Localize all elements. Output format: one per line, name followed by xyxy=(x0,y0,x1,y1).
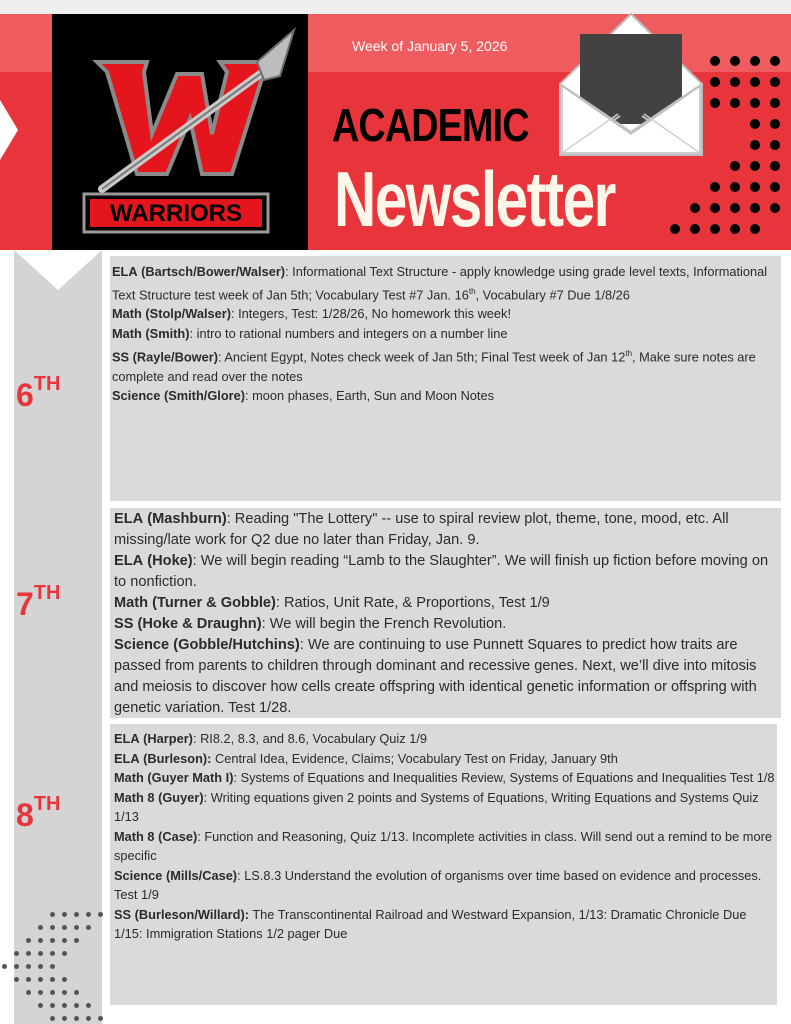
decorative-dot xyxy=(2,964,7,969)
decorative-dot xyxy=(62,912,67,917)
decorative-dot xyxy=(62,951,67,956)
decorative-dot xyxy=(38,1003,43,1008)
decorative-dot xyxy=(750,119,760,129)
decorative-dot xyxy=(74,925,79,930)
eighth-science-entry xyxy=(114,866,777,905)
decorative-dot xyxy=(50,1016,55,1021)
decorative-dot xyxy=(14,964,19,969)
decorative-dot xyxy=(50,925,55,930)
subject-label: SS xyxy=(112,348,130,364)
decorative-dots-header xyxy=(660,52,791,250)
entry-text: : Informational Text Structure - apply knowledge using grade level texts, Informational Text Structure test week of Jan 5th; Vocabulary Test #7 Jan. 16 xyxy=(112,264,768,302)
decorative-dot xyxy=(770,182,780,192)
entry-text: : Writing equations given 2 points and Systems of Equations, Writing Equations and Systems Quiz 1/13 xyxy=(114,789,759,824)
subject-label: ELA xyxy=(114,731,140,746)
week-date: Week of January 5, 2026 xyxy=(352,38,508,54)
decorative-dot xyxy=(38,964,43,969)
decorative-dot xyxy=(26,990,31,995)
decorative-dot xyxy=(26,977,31,982)
decorative-dot xyxy=(750,77,760,87)
decorative-dot xyxy=(50,977,55,982)
decorative-dot xyxy=(730,203,740,213)
decorative-dot xyxy=(750,56,760,66)
warriors-logo xyxy=(52,14,308,250)
decorative-dot xyxy=(710,203,720,213)
teacher-names: (Mashburn) xyxy=(147,511,227,527)
entry-superscript: th xyxy=(625,348,633,358)
teacher-names: (Gobble/Hutchins) xyxy=(173,637,300,653)
subject-label: Science xyxy=(114,867,163,883)
subject-label: Math xyxy=(112,326,142,342)
eighth-math-entry-1 xyxy=(114,768,777,788)
grade-7-suffix: TH xyxy=(33,582,61,604)
teacher-names: (Guyer) xyxy=(158,789,204,805)
teacher-names: (Smith) xyxy=(145,326,190,342)
ribbon-notch xyxy=(14,250,102,290)
decorative-dot xyxy=(770,119,780,129)
decorative-dot xyxy=(710,56,720,66)
seventh-ela-entry-2 xyxy=(114,551,781,593)
subject-label: Science xyxy=(112,388,161,404)
sixth-science-entry xyxy=(112,386,781,406)
decorative-dot xyxy=(98,1016,103,1021)
teacher-names: (Rayle/Bower) xyxy=(132,348,218,364)
grade-8-suffix: TH xyxy=(33,793,61,815)
grade-8-number: 8 xyxy=(16,797,34,833)
subject-label: ELA xyxy=(114,511,144,527)
decorative-dot xyxy=(14,977,19,982)
decorative-dot xyxy=(750,182,760,192)
decorative-dot xyxy=(38,977,43,982)
subject-label: ELA xyxy=(114,750,140,766)
entry-text: : moon phases, Earth, Sun and Moon Notes xyxy=(245,388,494,404)
sixth-ss-entry xyxy=(112,344,781,386)
decorative-dot xyxy=(770,203,780,213)
entry-text: : Ancient Egypt, Notes check week of Jan 5th; Final Test week of Jan 12 xyxy=(217,348,626,364)
seventh-ss-entry xyxy=(114,614,781,635)
entry-text: : We will begin the French Revolution. xyxy=(261,616,507,632)
grade-6-suffix: TH xyxy=(33,373,61,395)
decorative-dot xyxy=(750,140,760,150)
teacher-names: (Hoke) xyxy=(147,553,193,569)
decorative-dot xyxy=(730,161,740,171)
decorative-dot xyxy=(98,912,103,917)
decorative-dot xyxy=(710,98,720,108)
decorative-dot xyxy=(710,182,720,192)
decorative-dot xyxy=(730,56,740,66)
decorative-dot xyxy=(690,203,700,213)
entry-text: : Systems of Equations and Inequalities Review, Systems of Equations and Inequalities Test 1/8 xyxy=(233,770,775,785)
subject-label: ELA xyxy=(114,553,144,569)
decorative-dot xyxy=(38,938,43,943)
decorative-dot xyxy=(74,912,79,917)
teacher-names: (Guyer Math I) xyxy=(147,770,234,785)
decorative-dot xyxy=(50,951,55,956)
eighth-math-entry-2 xyxy=(114,788,777,827)
teacher-names: (Mills/Case) xyxy=(165,867,238,883)
eighth-math-entry-3 xyxy=(114,827,777,866)
decorative-dot xyxy=(14,951,19,956)
eighth-ela-entry-1 xyxy=(114,729,777,749)
decorative-dot xyxy=(50,912,55,917)
decorative-dots-bottom xyxy=(0,900,110,1024)
seventh-grade-section xyxy=(110,508,781,718)
entry-text: : RI8.2, 8.3, and 8.6, Vocabulary Quiz 1/9 xyxy=(192,731,427,746)
decorative-dot xyxy=(690,224,700,234)
entry-text: : Reading "The Lottery" -- use to spiral review plot, theme, tone, mood, etc. All missing/late work for Q2 due no later than Friday, Jan. 9. xyxy=(114,511,729,548)
decorative-dot xyxy=(74,990,79,995)
grade-7-label xyxy=(16,582,61,623)
decorative-dot xyxy=(62,977,67,982)
decorative-dot xyxy=(62,1003,67,1008)
decorative-dot xyxy=(770,56,780,66)
title-academic: ACADEMIC xyxy=(332,99,529,151)
header-arrow-shape xyxy=(0,100,18,160)
seventh-math-entry xyxy=(114,593,781,614)
decorative-dot xyxy=(86,1003,91,1008)
decorative-dot xyxy=(770,77,780,87)
entry-text: : Function and Reasoning, Quiz 1/13. Incomplete activities in class. Will send out a remind to be more specific xyxy=(114,828,772,863)
eighth-ela-entry-2 xyxy=(114,749,777,769)
decorative-dot xyxy=(62,925,67,930)
decorative-dot xyxy=(770,98,780,108)
decorative-dot xyxy=(86,925,91,930)
sixth-ela-entry xyxy=(112,262,781,304)
decorative-dot xyxy=(62,1016,67,1021)
seventh-science-entry xyxy=(114,635,781,719)
decorative-dot xyxy=(730,77,740,87)
entry-text: Central Idea, Evidence, Claims; Vocabulary Test on Friday, January 9th xyxy=(211,750,618,766)
decorative-dot xyxy=(86,912,91,917)
seventh-ela-entry-1 xyxy=(114,509,781,551)
decorative-dot xyxy=(770,140,780,150)
decorative-dot xyxy=(74,938,79,943)
sixth-math-entry-1 xyxy=(112,304,781,324)
decorative-dot xyxy=(770,161,780,171)
entry-text: : We will begin reading “Lamb to the Slaughter”. We will finish up fiction before moving on to nonfiction. xyxy=(114,553,769,590)
entry-text: , Make sure notes are complete and read over the notes xyxy=(112,348,756,384)
decorative-dot xyxy=(750,224,760,234)
decorative-dot xyxy=(26,951,31,956)
subject-label: SS xyxy=(114,616,134,632)
teacher-names: (Bartsch/Bower/Walser) xyxy=(141,264,286,279)
decorative-dot xyxy=(50,1003,55,1008)
decorative-dot xyxy=(38,990,43,995)
entry-text: : Integers, Test: 1/28/26, No homework this week! xyxy=(230,306,511,322)
decorative-dot xyxy=(730,224,740,234)
decorative-dot xyxy=(710,77,720,87)
subject-label: Math xyxy=(114,595,149,611)
decorative-dot xyxy=(750,203,760,213)
entry-text: : We are continuing to use Punnett Squares to predict how traits are passed from parents to children through dominant and recessive genes. Next, we’ll dive into mitosis and meiosis to discover how cells create offspring with identical genetic information or offspring with genetic variation. Test 1/28. xyxy=(114,637,757,716)
entry-text: The Transcontinental Railroad and Westward Expansion, 1/13: Dramatic Chronicle Due 1/15: Immigration Stations 1/2 pager Due xyxy=(114,906,747,941)
teacher-names: (Smith/Glore) xyxy=(163,388,246,404)
entry-superscript: th xyxy=(468,286,476,296)
decorative-dot xyxy=(710,224,720,234)
decorative-dot xyxy=(86,1016,91,1021)
entry-text: , Vocabulary #7 Due 1/8/26 xyxy=(475,286,630,302)
entry-text: : intro to rational numbers and integers on a number line xyxy=(189,326,508,342)
grade-6-number: 6 xyxy=(16,377,34,413)
decorative-dot xyxy=(750,161,760,171)
decorative-dot xyxy=(50,964,55,969)
decorative-dot xyxy=(50,938,55,943)
warriors-logo-graphic xyxy=(52,14,308,250)
teacher-names: (Stolp/Walser) xyxy=(145,306,231,322)
subject-label: Math xyxy=(112,306,142,322)
eighth-ss-entry xyxy=(114,905,777,944)
decorative-dot xyxy=(38,951,43,956)
title-newsletter: Newsletter xyxy=(334,155,615,243)
teacher-names: (Burleson/Willard): xyxy=(134,906,249,922)
decorative-dot xyxy=(730,98,740,108)
decorative-dot xyxy=(74,1003,79,1008)
subject-label: Math 8 xyxy=(114,828,155,844)
entry-text: : LS.8.3 Understand the evolution of organisms over time based on evidence and processes. Test 1/9 xyxy=(114,867,762,902)
decorative-dot xyxy=(26,938,31,943)
entry-text: : Ratios, Unit Rate, & Proportions, Test 1/9 xyxy=(275,595,550,611)
sixth-math-entry-2 xyxy=(112,324,781,344)
grade-8-label xyxy=(16,793,61,834)
subject-label: Math xyxy=(114,770,144,785)
decorative-dot xyxy=(730,182,740,192)
teacher-names: (Burleson): xyxy=(143,750,212,766)
grade-7-number: 7 xyxy=(16,586,34,622)
header-banner xyxy=(0,0,791,250)
eighth-grade-section xyxy=(110,724,777,1005)
decorative-dot xyxy=(74,1016,79,1021)
decorative-dot xyxy=(38,925,43,930)
subject-label: SS xyxy=(114,906,132,922)
decorative-dot xyxy=(62,990,67,995)
subject-label: ELA xyxy=(112,264,138,279)
logo-warriors-text: WARRIORS xyxy=(110,200,242,227)
teacher-names: (Turner & Gobble) xyxy=(152,595,276,611)
subject-label: Math 8 xyxy=(114,789,155,805)
sixth-grade-section xyxy=(110,256,781,501)
teacher-names: (Hoke & Draughn) xyxy=(137,616,262,632)
decorative-dot xyxy=(62,938,67,943)
decorative-dot xyxy=(670,224,680,234)
decorative-dot xyxy=(26,964,31,969)
grade-6-label xyxy=(16,373,61,414)
teacher-names: (Harper) xyxy=(143,731,193,746)
teacher-names: (Case) xyxy=(158,828,198,844)
subject-label: Science xyxy=(114,637,170,653)
decorative-dot xyxy=(50,990,55,995)
decorative-dot xyxy=(750,98,760,108)
